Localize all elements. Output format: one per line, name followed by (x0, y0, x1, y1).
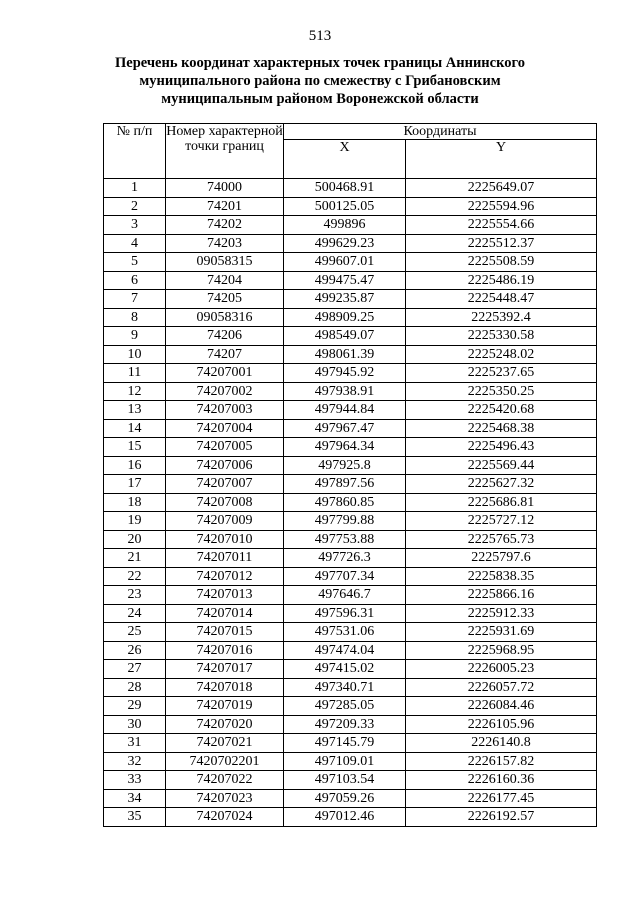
row-number-cell: 21 (104, 549, 166, 568)
point-number-cell: 7420702201 (166, 752, 284, 771)
row-number-cell: 4 (104, 234, 166, 253)
y-coordinate-cell: 2225508.59 (406, 253, 597, 272)
row-number-cell: 6 (104, 271, 166, 290)
x-coordinate-cell: 497964.34 (284, 438, 406, 457)
table-row (104, 197, 597, 216)
row-number-cell: 19 (104, 512, 166, 531)
x-coordinate-cell: 497967.47 (284, 419, 406, 438)
table-header-row (104, 124, 597, 140)
table-row (104, 364, 597, 383)
point-number-cell: 74207003 (166, 401, 284, 420)
y-coordinate-cell: 2226105.96 (406, 715, 597, 734)
point-number-cell: 74207020 (166, 715, 284, 734)
point-number-cell: 74207019 (166, 697, 284, 716)
y-coordinate-cell: 2225968.95 (406, 641, 597, 660)
row-number-cell: 20 (104, 530, 166, 549)
x-coordinate-cell: 497285.05 (284, 697, 406, 716)
row-number-cell: 14 (104, 419, 166, 438)
header-point: Номер характерной точки границ (166, 124, 284, 179)
row-number-cell: 23 (104, 586, 166, 605)
row-number-cell: 22 (104, 567, 166, 586)
point-number-cell: 74207014 (166, 604, 284, 623)
x-coordinate-cell: 499896 (284, 216, 406, 235)
y-coordinate-cell: 2225569.44 (406, 456, 597, 475)
table-row (104, 697, 597, 716)
page-number: 513 (308, 28, 332, 44)
y-coordinate-cell: 2225392.4 (406, 308, 597, 327)
point-number-cell: 74207009 (166, 512, 284, 531)
table-row (104, 734, 597, 753)
row-number-cell: 25 (104, 623, 166, 642)
x-coordinate-cell: 499607.01 (284, 253, 406, 272)
y-coordinate-cell: 2225727.12 (406, 512, 597, 531)
x-coordinate-cell: 497474.04 (284, 641, 406, 660)
table-row (104, 308, 597, 327)
point-number-cell: 74207001 (166, 364, 284, 383)
row-number-cell: 28 (104, 678, 166, 697)
point-number-cell: 74207018 (166, 678, 284, 697)
point-number-cell: 74207006 (166, 456, 284, 475)
point-number-cell: 09058316 (166, 308, 284, 327)
x-coordinate-cell: 497897.56 (284, 475, 406, 494)
x-coordinate-cell: 497753.88 (284, 530, 406, 549)
y-coordinate-cell: 2225838.35 (406, 567, 597, 586)
row-number-cell: 26 (104, 641, 166, 660)
point-number-cell: 74207021 (166, 734, 284, 753)
row-number-cell: 17 (104, 475, 166, 494)
row-number-cell: 15 (104, 438, 166, 457)
header-y: Y (406, 140, 597, 179)
y-coordinate-cell: 2225765.73 (406, 530, 597, 549)
table-row (104, 789, 597, 808)
point-number-cell: 74203 (166, 234, 284, 253)
y-coordinate-cell: 2225866.16 (406, 586, 597, 605)
row-number-cell: 33 (104, 771, 166, 790)
x-coordinate-cell: 497799.88 (284, 512, 406, 531)
table-row (104, 475, 597, 494)
coordinates-table (103, 123, 597, 827)
y-coordinate-cell: 2226160.36 (406, 771, 597, 790)
x-coordinate-cell: 497059.26 (284, 789, 406, 808)
table-row (104, 382, 597, 401)
table-row (104, 660, 597, 679)
y-coordinate-cell: 2226057.72 (406, 678, 597, 697)
x-coordinate-cell: 500468.91 (284, 179, 406, 198)
x-coordinate-cell: 498549.07 (284, 327, 406, 346)
row-number-cell: 2 (104, 197, 166, 216)
table-row (104, 771, 597, 790)
point-number-cell: 74207023 (166, 789, 284, 808)
x-coordinate-cell: 499629.23 (284, 234, 406, 253)
x-coordinate-cell: 497860.85 (284, 493, 406, 512)
y-coordinate-cell: 2225797.6 (406, 549, 597, 568)
row-number-cell: 1 (104, 179, 166, 198)
point-number-cell: 74207005 (166, 438, 284, 457)
row-number-cell: 32 (104, 752, 166, 771)
x-coordinate-cell: 499475.47 (284, 271, 406, 290)
table-row (104, 271, 597, 290)
point-number-cell: 74207022 (166, 771, 284, 790)
row-number-cell: 7 (104, 290, 166, 309)
point-number-cell: 74207013 (166, 586, 284, 605)
table-body (104, 179, 597, 827)
table-row (104, 752, 597, 771)
y-coordinate-cell: 2225912.33 (406, 604, 597, 623)
title-line: муниципальным районом Воронежской области (161, 91, 479, 107)
table-row (104, 530, 597, 549)
table-row (104, 678, 597, 697)
table-row (104, 456, 597, 475)
title-line: муниципального района по смежеству с Грибановским (139, 73, 501, 89)
x-coordinate-cell: 497103.54 (284, 771, 406, 790)
document-title (110, 54, 530, 108)
y-coordinate-cell: 2225496.43 (406, 438, 597, 457)
table-row (104, 216, 597, 235)
x-coordinate-cell: 497945.92 (284, 364, 406, 383)
row-number-cell: 24 (104, 604, 166, 623)
table-row (104, 567, 597, 586)
y-coordinate-cell: 2225594.96 (406, 197, 597, 216)
x-coordinate-cell: 498061.39 (284, 345, 406, 364)
x-coordinate-cell: 499235.87 (284, 290, 406, 309)
row-number-cell: 13 (104, 401, 166, 420)
table-row (104, 438, 597, 457)
point-number-cell: 74207012 (166, 567, 284, 586)
table-row (104, 493, 597, 512)
point-number-cell: 74207011 (166, 549, 284, 568)
table-row (104, 253, 597, 272)
point-number-cell: 74207024 (166, 808, 284, 827)
row-number-cell: 3 (104, 216, 166, 235)
x-coordinate-cell: 497145.79 (284, 734, 406, 753)
row-number-cell: 5 (104, 253, 166, 272)
y-coordinate-cell: 2225468.38 (406, 419, 597, 438)
row-number-cell: 10 (104, 345, 166, 364)
row-number-cell: 11 (104, 364, 166, 383)
table-row (104, 290, 597, 309)
row-number-cell: 16 (104, 456, 166, 475)
y-coordinate-cell: 2226157.82 (406, 752, 597, 771)
y-coordinate-cell: 2225248.02 (406, 345, 597, 364)
table-row (104, 234, 597, 253)
table-row (104, 401, 597, 420)
point-number-cell: 74207015 (166, 623, 284, 642)
row-number-cell: 30 (104, 715, 166, 734)
x-coordinate-cell: 497340.71 (284, 678, 406, 697)
point-number-cell: 74207002 (166, 382, 284, 401)
header-x: X (284, 140, 406, 179)
x-coordinate-cell: 497925.8 (284, 456, 406, 475)
y-coordinate-cell: 2226192.57 (406, 808, 597, 827)
table-row (104, 345, 597, 364)
x-coordinate-cell: 497531.06 (284, 623, 406, 642)
point-number-cell: 74202 (166, 216, 284, 235)
header-num: № п/п (104, 124, 166, 179)
point-number-cell: 74207008 (166, 493, 284, 512)
row-number-cell: 9 (104, 327, 166, 346)
y-coordinate-cell: 2225686.81 (406, 493, 597, 512)
x-coordinate-cell: 497415.02 (284, 660, 406, 679)
row-number-cell: 34 (104, 789, 166, 808)
x-coordinate-cell: 497726.3 (284, 549, 406, 568)
point-number-cell: 74207016 (166, 641, 284, 660)
point-number-cell: 74206 (166, 327, 284, 346)
table-row (104, 327, 597, 346)
y-coordinate-cell: 2225448.47 (406, 290, 597, 309)
y-coordinate-cell: 2226177.45 (406, 789, 597, 808)
point-number-cell: 74000 (166, 179, 284, 198)
row-number-cell: 29 (104, 697, 166, 716)
y-coordinate-cell: 2226140.8 (406, 734, 597, 753)
y-coordinate-cell: 2225237.65 (406, 364, 597, 383)
table-row (104, 586, 597, 605)
row-number-cell: 18 (104, 493, 166, 512)
x-coordinate-cell: 500125.05 (284, 197, 406, 216)
x-coordinate-cell: 497012.46 (284, 808, 406, 827)
x-coordinate-cell: 497646.7 (284, 586, 406, 605)
point-number-cell: 74207 (166, 345, 284, 364)
row-number-cell: 35 (104, 808, 166, 827)
y-coordinate-cell: 2225420.68 (406, 401, 597, 420)
y-coordinate-cell: 2225350.25 (406, 382, 597, 401)
table-row (104, 808, 597, 827)
x-coordinate-cell: 497209.33 (284, 715, 406, 734)
table-row (104, 715, 597, 734)
point-number-cell: 74204 (166, 271, 284, 290)
x-coordinate-cell: 497109.01 (284, 752, 406, 771)
y-coordinate-cell: 2225931.69 (406, 623, 597, 642)
table-row (104, 512, 597, 531)
x-coordinate-cell: 497944.84 (284, 401, 406, 420)
point-number-cell: 74207017 (166, 660, 284, 679)
table-row (104, 179, 597, 198)
title-line: Перечень координат характерных точек границы Аннинского (115, 55, 525, 71)
point-number-cell: 74207007 (166, 475, 284, 494)
y-coordinate-cell: 2225627.32 (406, 475, 597, 494)
point-number-cell: 74207004 (166, 419, 284, 438)
row-number-cell: 8 (104, 308, 166, 327)
y-coordinate-cell: 2225649.07 (406, 179, 597, 198)
row-number-cell: 31 (104, 734, 166, 753)
table-row (104, 549, 597, 568)
table-row (104, 623, 597, 642)
table-row (104, 419, 597, 438)
x-coordinate-cell: 497938.91 (284, 382, 406, 401)
point-number-cell: 74201 (166, 197, 284, 216)
x-coordinate-cell: 497596.31 (284, 604, 406, 623)
x-coordinate-cell: 497707.34 (284, 567, 406, 586)
y-coordinate-cell: 2225554.66 (406, 216, 597, 235)
y-coordinate-cell: 2226005.23 (406, 660, 597, 679)
table-row (104, 641, 597, 660)
table-row (104, 604, 597, 623)
y-coordinate-cell: 2225486.19 (406, 271, 597, 290)
y-coordinate-cell: 2225330.58 (406, 327, 597, 346)
row-number-cell: 27 (104, 660, 166, 679)
point-number-cell: 74205 (166, 290, 284, 309)
row-number-cell: 12 (104, 382, 166, 401)
x-coordinate-cell: 498909.25 (284, 308, 406, 327)
point-number-cell: 09058315 (166, 253, 284, 272)
y-coordinate-cell: 2225512.37 (406, 234, 597, 253)
point-number-cell: 74207010 (166, 530, 284, 549)
header-coordinates: Координаты (284, 124, 597, 140)
y-coordinate-cell: 2226084.46 (406, 697, 597, 716)
